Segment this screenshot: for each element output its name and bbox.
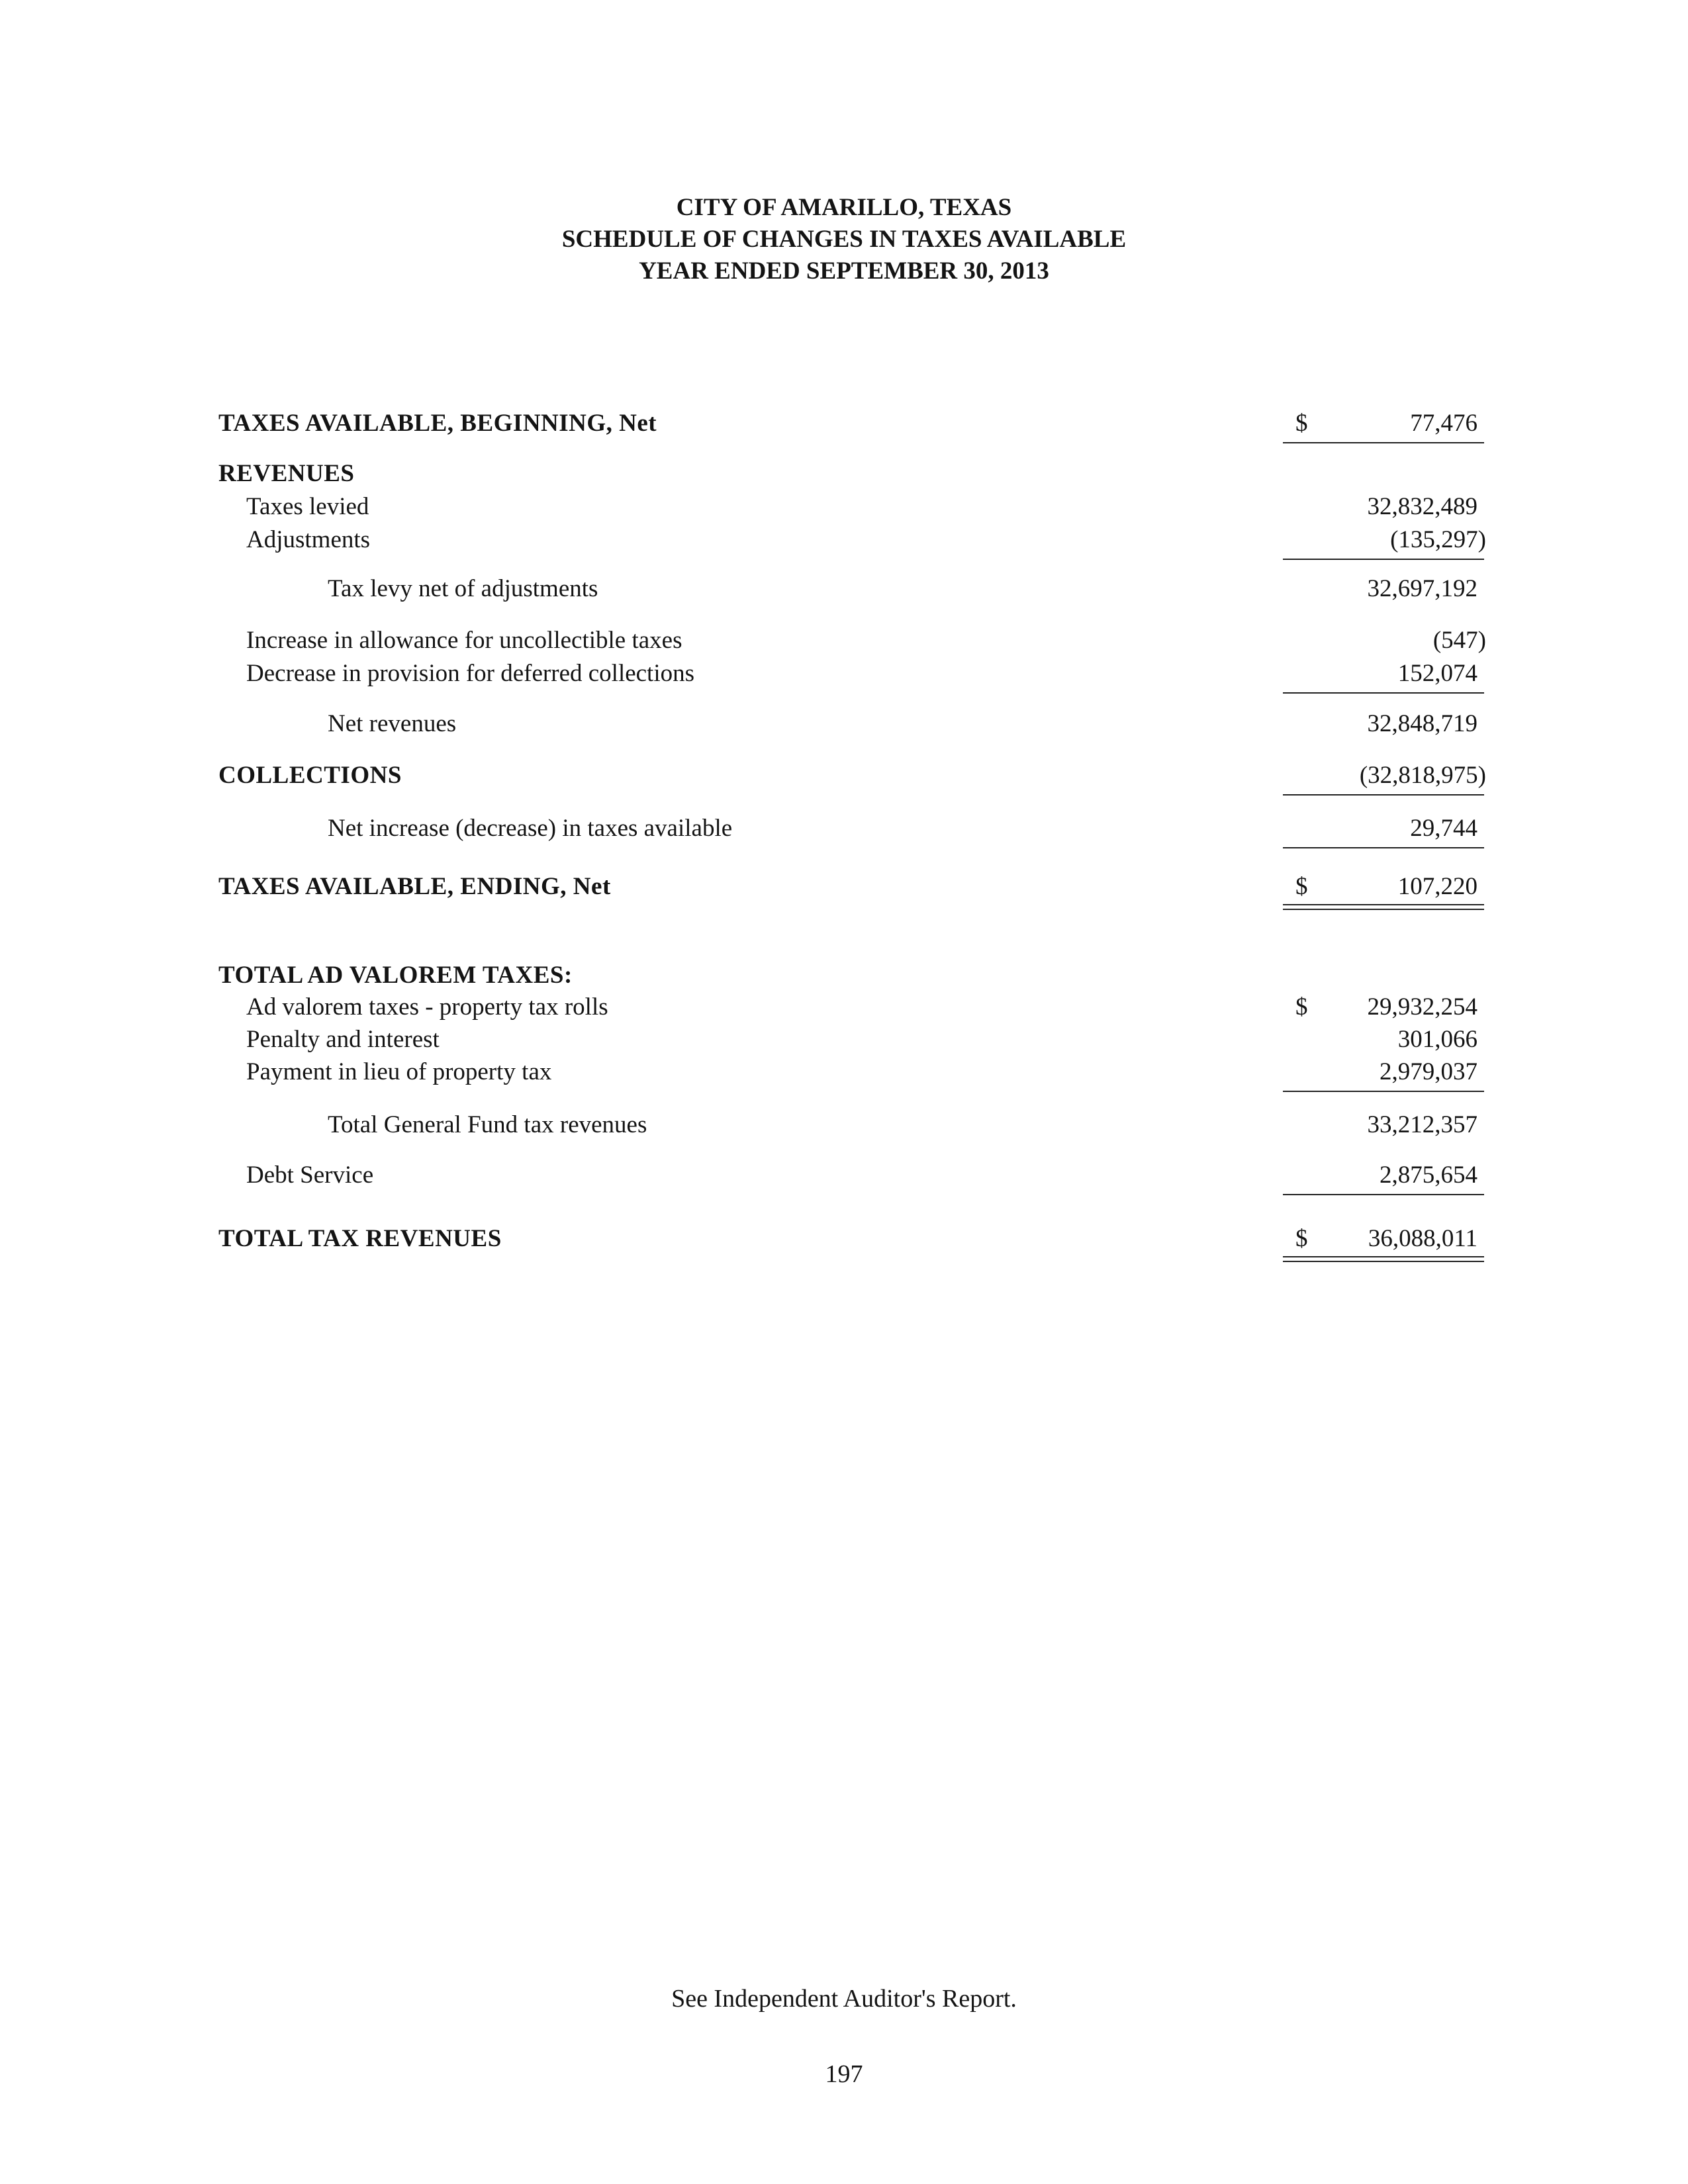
currency-symbol: $ bbox=[1295, 1225, 1308, 1252]
allowance-amount: (547) bbox=[1432, 627, 1486, 654]
deferred-label: Decrease in provision for deferred collections bbox=[246, 660, 695, 687]
general-fund-total-amount: 33,212,357 bbox=[1367, 1111, 1477, 1138]
currency-symbol: $ bbox=[1295, 873, 1308, 900]
pilot-label: Payment in lieu of property tax bbox=[246, 1058, 552, 1085]
net-revenues-label: Net revenues bbox=[328, 710, 457, 737]
pilot-row bbox=[0, 1055, 1688, 1089]
total-tax-revenues-label: TOTAL TAX REVENUES bbox=[218, 1225, 502, 1252]
collections-label: COLLECTIONS bbox=[218, 762, 402, 789]
underline bbox=[1283, 559, 1484, 560]
report-header bbox=[0, 192, 1688, 287]
collections-amount: (32,818,975) bbox=[1359, 762, 1486, 789]
ad-valorem-heading-row bbox=[0, 958, 1688, 993]
adjustments-row bbox=[0, 523, 1688, 557]
total-tax-revenues-amount: 36,088,011 bbox=[1368, 1225, 1477, 1252]
debt-service-label: Debt Service bbox=[246, 1161, 374, 1189]
beginning-row bbox=[0, 406, 1688, 441]
beginning-label: TAXES AVAILABLE, BEGINNING, Net bbox=[218, 410, 657, 437]
net-increase-amount: 29,744 bbox=[1410, 815, 1477, 842]
double-underline bbox=[1283, 1256, 1484, 1262]
revenues-heading: REVENUES bbox=[218, 460, 355, 487]
property-tax-rolls-row bbox=[0, 990, 1688, 1024]
currency-symbol: $ bbox=[1295, 993, 1308, 1021]
net-increase-row bbox=[0, 811, 1688, 846]
penalty-interest-amount: 301,066 bbox=[1397, 1026, 1477, 1053]
debt-service-amount: 2,875,654 bbox=[1380, 1161, 1477, 1189]
allowance-label: Increase in allowance for uncollectible taxes bbox=[246, 627, 682, 654]
currency-symbol: $ bbox=[1295, 410, 1308, 437]
penalty-interest-row bbox=[0, 1023, 1688, 1057]
general-fund-total-row bbox=[0, 1108, 1688, 1142]
net-revenues-row bbox=[0, 707, 1688, 741]
collections-row bbox=[0, 758, 1688, 793]
revenues-heading-row bbox=[0, 457, 1688, 491]
underline bbox=[1283, 1091, 1484, 1092]
allowance-row bbox=[0, 623, 1688, 658]
double-underline bbox=[1283, 904, 1484, 910]
debt-service-row bbox=[0, 1158, 1688, 1193]
underline bbox=[1283, 442, 1484, 443]
property-tax-rolls-label: Ad valorem taxes - property tax rolls bbox=[246, 993, 608, 1021]
underline bbox=[1283, 847, 1484, 848]
levy-net-label: Tax levy net of adjustments bbox=[328, 575, 598, 602]
pilot-amount: 2,979,037 bbox=[1380, 1058, 1477, 1085]
deferred-amount: 152,074 bbox=[1397, 660, 1477, 687]
statement-title: SCHEDULE OF CHANGES IN TAXES AVAILABLE bbox=[561, 226, 1127, 253]
ending-row bbox=[0, 870, 1688, 904]
auditor-note: See Independent Auditor's Report. bbox=[671, 1985, 1017, 2013]
page-number: 197 bbox=[825, 2060, 863, 2088]
total-tax-revenues-row bbox=[0, 1222, 1688, 1256]
net-increase-label: Net increase (decrease) in taxes available bbox=[328, 815, 733, 842]
adjustments-label: Adjustments bbox=[246, 526, 371, 553]
adjustments-amount: (135,297) bbox=[1390, 526, 1486, 553]
underline bbox=[1283, 692, 1484, 694]
taxes-levied-row bbox=[0, 490, 1688, 524]
net-revenues-amount: 32,848,719 bbox=[1367, 710, 1477, 737]
beginning-amount: 77,476 bbox=[1410, 410, 1477, 437]
underline bbox=[1283, 1194, 1484, 1195]
general-fund-total-label: Total General Fund tax revenues bbox=[328, 1111, 647, 1138]
underline bbox=[1283, 794, 1484, 796]
period-label: YEAR ENDED SEPTEMBER 30, 2013 bbox=[639, 257, 1049, 285]
property-tax-rolls-amount: 29,932,254 bbox=[1367, 993, 1477, 1021]
levy-net-row bbox=[0, 572, 1688, 606]
levy-net-amount: 32,697,192 bbox=[1367, 575, 1477, 602]
penalty-interest-label: Penalty and interest bbox=[246, 1026, 440, 1053]
taxes-levied-amount: 32,832,489 bbox=[1367, 493, 1477, 520]
deferred-row bbox=[0, 657, 1688, 691]
ad-valorem-heading: TOTAL AD VALOREM TAXES: bbox=[218, 962, 573, 989]
entity-name: CITY OF AMARILLO, TEXAS bbox=[676, 194, 1012, 221]
taxes-levied-label: Taxes levied bbox=[246, 493, 369, 520]
ending-label: TAXES AVAILABLE, ENDING, Net bbox=[218, 873, 611, 900]
ending-amount: 107,220 bbox=[1397, 873, 1477, 900]
